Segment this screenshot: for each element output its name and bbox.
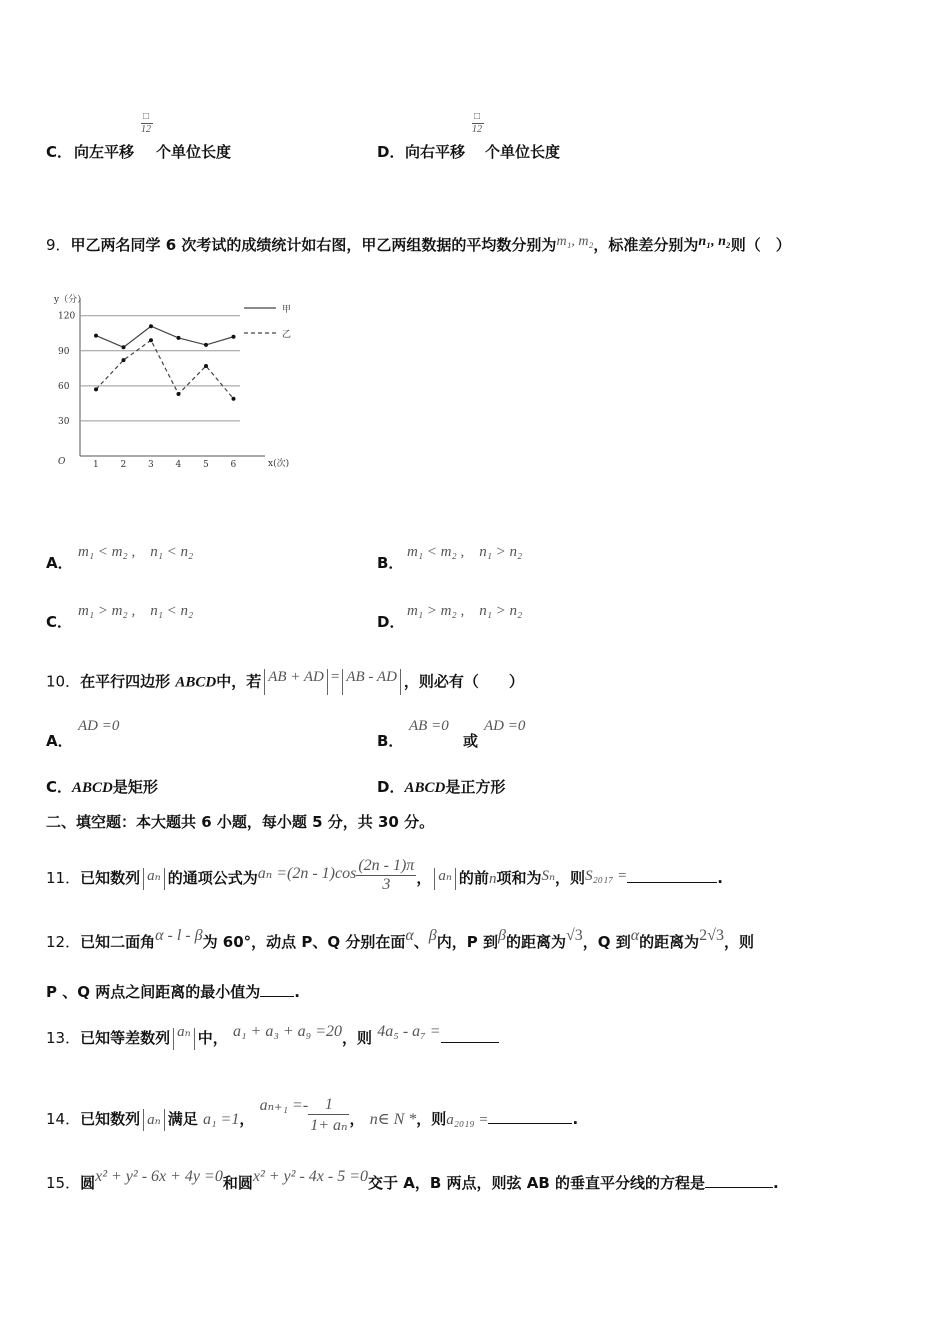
q14-text2: 满足: [167, 1110, 198, 1128]
q14-a2019: a₂₀₁₉ =: [446, 1112, 489, 1128]
q10-expr-left: AB + AD: [268, 668, 324, 685]
data-point: [232, 397, 236, 401]
q10-expr-right: AB - AD: [346, 668, 397, 685]
q14: [46, 1096, 579, 1139]
q10-option-a: [46, 718, 120, 751]
q9-b-label: B．: [377, 554, 404, 572]
q10-abcd: ABCD: [175, 674, 217, 691]
data-point: [177, 392, 181, 396]
q12-text1: 已知二面角: [80, 933, 156, 951]
q12-text6: 的距离为: [639, 933, 700, 951]
q10-c-label: C．: [46, 778, 73, 796]
q9-a-expr: m₁ < m₂ , n₁ < n₂: [78, 544, 194, 560]
x-tick-label: 2: [120, 460, 127, 470]
q14-text5: ，则: [416, 1110, 447, 1128]
q10-option-d: [377, 776, 505, 797]
q15-circle1: x² + y² - 6x + 4y =0: [95, 1168, 223, 1185]
q11-Sn: Sₙ: [541, 868, 556, 884]
y-tick-label: 90: [58, 346, 70, 357]
q11-formula-lhs: aₙ =(2n - 1)cos: [257, 865, 357, 882]
q10-text3: ，则必有（ ）: [403, 672, 524, 691]
q12-number: 12．: [46, 933, 81, 951]
x-tick-label: 4: [175, 460, 182, 470]
data-point: [204, 364, 208, 368]
series-line-jia: [96, 326, 234, 347]
q9-option-a: [46, 544, 194, 573]
q14-frac-num: 1: [308, 1096, 349, 1115]
q14-fraction: [308, 1096, 349, 1135]
q15-circle2: x² + y² - 4x - 5 =0: [252, 1168, 368, 1185]
q10-c-abcd: ABCD: [72, 780, 113, 796]
y-tick-label: 30: [58, 416, 70, 427]
q10-number: 10．: [46, 672, 81, 691]
q9-text3: 则（ ）: [730, 236, 791, 254]
x-tick-label: 6: [230, 460, 237, 470]
q14-answer-blank[interactable]: [488, 1123, 572, 1124]
q14-end: .: [572, 1110, 579, 1128]
q10-d-abcd: ABCD: [404, 780, 446, 796]
q11-n: n: [488, 871, 497, 887]
q9-stem: [46, 234, 791, 255]
q10-b-expr1: AB =0: [409, 718, 449, 734]
legend-label: 甲: [282, 305, 292, 315]
q10-c-text: 是矩形: [112, 778, 158, 796]
q10-d-label: D．: [377, 778, 405, 796]
q13-number: 13．: [46, 1029, 81, 1047]
q10-a-expr: AD =0: [78, 718, 120, 734]
q9-d-expr: m₁ > m₂ , n₁ > n₂: [407, 603, 523, 619]
q12-line2-text: P 、Q 两点之间距离的最小值为: [46, 983, 261, 1001]
data-point: [177, 336, 181, 340]
q13-answer-blank[interactable]: [441, 1042, 499, 1043]
q9-c-label: C．: [46, 613, 73, 631]
q10-option-b: [377, 718, 526, 751]
q12-text5: ，Q 到: [582, 933, 631, 951]
q11-text6: ，则: [555, 869, 586, 887]
data-point: [204, 343, 208, 347]
q9-option-d: [377, 603, 523, 632]
q11-an: aₙ: [147, 868, 161, 884]
q10-b-expr2: AD =0: [484, 718, 526, 734]
q12-line2: [46, 981, 300, 1002]
q14-an: aₙ: [147, 1112, 161, 1128]
q12-beta: β: [428, 927, 437, 944]
q9-option-b: [377, 544, 523, 573]
q11-answer-blank[interactable]: [627, 882, 717, 883]
q9-line-chart: [40, 290, 310, 480]
section-heading: 二、填空题：本大题共 6 小题，每小题 5 分，共 30 分。: [46, 813, 435, 831]
q14-frac-den: 1+ aₙ: [310, 1117, 348, 1134]
data-point: [94, 387, 98, 391]
data-point: [122, 345, 126, 349]
q13-text2: 中，: [197, 1029, 228, 1047]
q12-end: .: [294, 983, 300, 1001]
q15-answer-blank[interactable]: [705, 1187, 773, 1188]
y-axis-label: y（分）: [54, 295, 87, 305]
x-tick-label: 5: [203, 460, 209, 470]
q10-text1: 在平行四边形: [80, 672, 171, 691]
q9-text2: ，标准差分别为: [593, 236, 699, 254]
q11-an2: aₙ: [438, 868, 452, 884]
q10-a-label: A．: [46, 732, 73, 750]
q14-rec-lhs: aₙ₊₁ =-: [259, 1097, 309, 1114]
x-tick-label: 1: [93, 460, 99, 470]
q8-c-frac-den: 12: [141, 124, 151, 135]
q11-text1: 已知数列: [80, 869, 141, 887]
origin-label: O: [58, 457, 66, 467]
x-axis-label: x(次): [268, 459, 290, 469]
q12-answer-blank[interactable]: [260, 996, 294, 997]
q8-d-frac-den: 12: [472, 124, 482, 135]
q11-text5: 项和为: [496, 869, 542, 887]
q9-text1: 甲乙两名同学 6 次考试的成绩统计如右图，甲乙两组数据的平均数分别为: [70, 236, 557, 254]
q10-text2: 中，若: [216, 672, 262, 691]
q12-sep: 、: [413, 933, 429, 951]
y-tick-label: 120: [58, 311, 76, 322]
q12-angle: α - l - β: [155, 927, 203, 944]
q11-text3: ，: [416, 869, 432, 887]
q10-b-mid: 或: [463, 732, 479, 750]
q14-number: 14．: [46, 1110, 81, 1128]
q13-text3: ，则: [342, 1029, 373, 1047]
q8-c-label: C．: [46, 143, 73, 161]
q12-text4: 的距离为: [505, 933, 566, 951]
q11-fraction: [356, 857, 416, 894]
q13-cond: a₁ + a₃ + a₉ =20: [232, 1023, 343, 1040]
q8-c-frac-num: □: [143, 111, 150, 122]
q11-S2017: S₂₀₁₇ =: [585, 868, 628, 884]
q14-text3: ，: [239, 1110, 255, 1128]
q13-an: aₙ: [177, 1024, 191, 1040]
q14-text4: ，: [349, 1110, 365, 1128]
q13-text1: 已知等差数列: [80, 1029, 171, 1047]
q12: [46, 927, 754, 952]
q10-b-label: B．: [377, 732, 404, 750]
q12-text3: 内，P 到: [436, 933, 498, 951]
q11: [46, 857, 723, 897]
q8-c-text-after: 个单位长度: [156, 143, 232, 161]
q11-number: 11．: [46, 869, 81, 887]
q15: [46, 1168, 779, 1193]
q11-end: .: [717, 869, 723, 887]
q11-text2: 的通项公式为: [167, 869, 258, 887]
q9-b-expr: m₁ < m₂ , n₁ > n₂: [407, 544, 523, 560]
q15-text1: 圆: [80, 1174, 96, 1192]
q8-d-text-after: 个单位长度: [485, 143, 561, 161]
q14-text1: 已知数列: [80, 1110, 141, 1128]
q9-c-expr: m₁ > m₂ , n₁ < n₂: [78, 603, 194, 619]
q12-alpha: α: [405, 927, 414, 944]
q12-two-sqrt3: 2√3: [699, 927, 724, 944]
q10-option-c: [46, 776, 158, 797]
q12-text2: 为 60°，动点 P、Q 分别在面: [202, 933, 406, 951]
q9-means: m₁, m₂: [556, 234, 594, 249]
q8-d-text-before: 向右平移: [405, 143, 466, 161]
y-tick-label: 60: [58, 381, 70, 392]
x-tick-label: 3: [148, 460, 154, 470]
q12-alpha2: α: [630, 927, 640, 944]
data-point: [232, 335, 236, 339]
q9-sds: n₁, n₂: [698, 234, 731, 249]
data-point: [149, 338, 153, 342]
q12-beta2: β: [497, 927, 506, 944]
q10-eq: =: [330, 668, 340, 685]
q11-frac-den: 3: [382, 876, 391, 893]
series-line-yi: [96, 340, 234, 398]
q11-frac-num: (2n - 1)π: [358, 857, 415, 874]
q10-stem: [46, 669, 524, 695]
q9-option-c: [46, 603, 194, 632]
q13: [46, 1023, 499, 1050]
q11-text4: 的前: [458, 869, 489, 887]
q15-number: 15．: [46, 1174, 81, 1192]
q12-text7: ，则: [723, 933, 754, 951]
data-point: [122, 358, 126, 362]
q14-a1: a₁ =1: [202, 1111, 240, 1128]
q10-d-text: 是正方形: [445, 778, 506, 796]
data-point: [149, 324, 153, 328]
q13-ask: 4a₅ - a₇ =: [377, 1023, 441, 1040]
data-point: [94, 334, 98, 338]
q9-number: 9．: [46, 236, 71, 254]
q15-text3: 交于 A，B 两点，则弦 AB 的垂直平分线的方程是: [368, 1174, 705, 1192]
legend-label: 乙: [282, 330, 292, 340]
q14-nset: n∈ N *: [369, 1111, 417, 1128]
q15-end: .: [772, 1174, 779, 1192]
q8-c-text-before: 向左平移: [74, 143, 135, 161]
q9-a-label: A．: [46, 554, 73, 572]
q15-text2: 和圆: [222, 1174, 253, 1192]
q12-sqrt3: √3: [565, 927, 583, 944]
q9-d-label: D．: [377, 613, 405, 631]
q8-d-frac-num: □: [474, 111, 481, 122]
q8-d-label: D．: [377, 143, 405, 161]
